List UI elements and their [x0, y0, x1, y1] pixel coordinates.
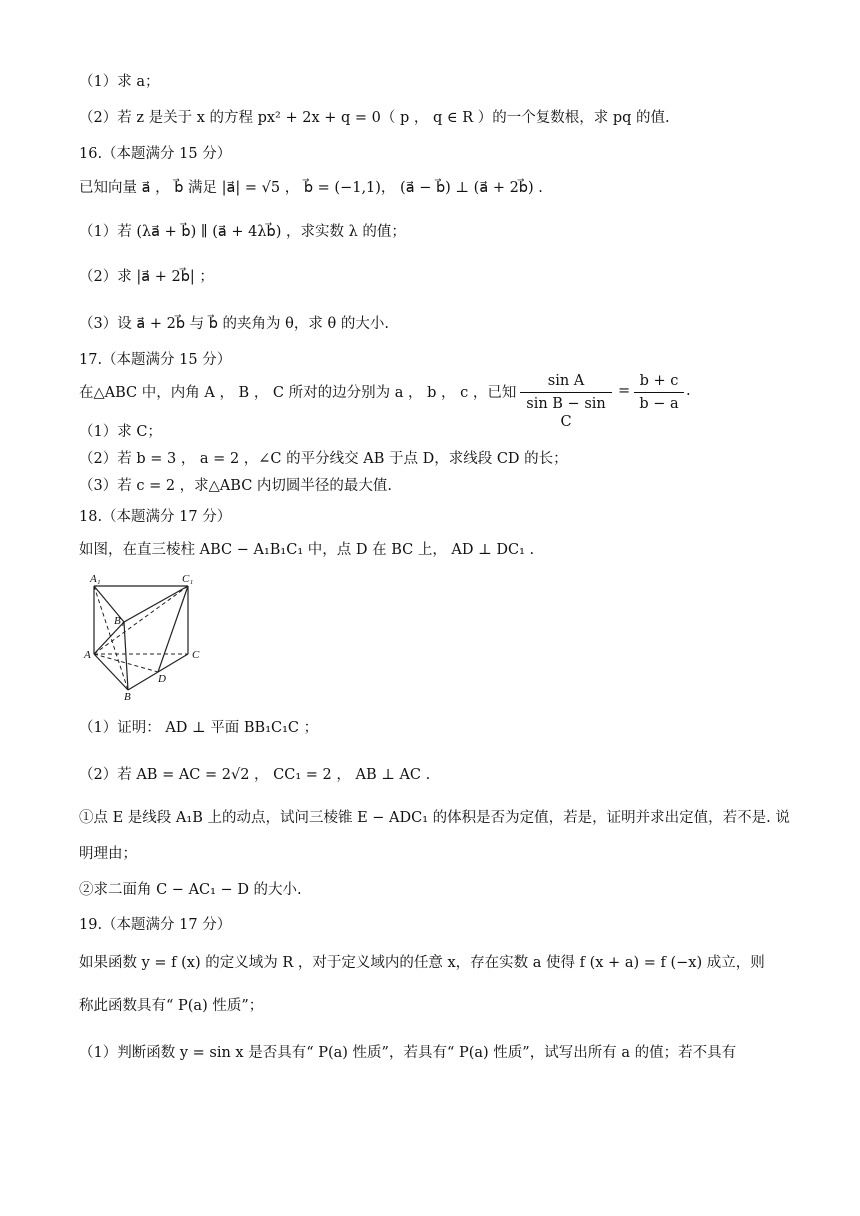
label-a: A: [84, 649, 91, 661]
q18-stem: 如图，在直三棱柱 ABC − A₁B₁C₁ 中，点 D 在 BC 上， AD ⊥ DC₁ .: [79, 542, 535, 558]
label-c: C: [192, 649, 200, 661]
q18-part1: （1）证明： AD ⊥ 平面 BB₁C₁C ；: [79, 720, 319, 736]
q16-stem: 已知向量 a⃗ ， b⃗ 满足 |a⃗| = √5 ， b⃗ = (−1,1)， (a⃗ − b⃗) ⊥ (a⃗ + 2b⃗) .: [79, 180, 543, 196]
label-a1: A₁: [90, 573, 101, 585]
label-d: D: [158, 673, 166, 685]
q18-sub1-line2: 明理由；: [79, 846, 137, 862]
q17-fraction-numerator: sin A: [547, 373, 585, 389]
q17-eq-end: .: [686, 383, 691, 399]
prism-figure: [82, 570, 212, 702]
label-b: B: [124, 691, 131, 702]
q17-stem: [79, 383, 516, 403]
q17-stem-text: 在△ABC 中，内角 A ， B ， C 所对的边分别为 a ， b ， c ，已知: [79, 385, 517, 401]
q17-rhs-numerator: b + c: [639, 373, 679, 389]
q17-part1: （1）求 C；: [79, 424, 162, 440]
q17-header: 17.（本题满分 15 分）: [79, 352, 232, 368]
label-b1: B₁: [114, 615, 125, 627]
q17-part3: （3）若 c = 2 ，求△ABC 内切圆半径的最大值.: [79, 478, 393, 494]
q18-part2: （2）若 AB = AC = 2√2 ， CC₁ = 2 ， AB ⊥ AC .: [79, 767, 431, 783]
q16-part2: （2）求 |a⃗ + 2b⃗| ；: [79, 269, 214, 285]
q17-fraction-denominator: sin B − sin C: [526, 396, 606, 430]
label-c1: C₁: [182, 573, 194, 585]
q18-sub2: ②求二面角 C − AC₁ − D 的大小.: [79, 882, 302, 898]
q16-part1: （1）若 (λa⃗ + b⃗) ∥ (a⃗ + 4λb⃗) ，求实数 λ 的值；: [79, 224, 406, 240]
q18-header: 18.（本题满分 17 分）: [79, 509, 232, 525]
q19-stem-line1: 如果函数 y = f (x) 的定义域为 R ，对于定义域内的任意 x，存在实数 a 使得 f (x + a) = f (−x) 成立，则: [79, 955, 765, 971]
q16-header: 16.（本题满分 15 分）: [79, 146, 232, 162]
q17-part2: （2）若 b = 3 ， a = 2 ，∠C 的平分线交 AB 于点 D，求线段 CD 的长；: [79, 451, 568, 467]
q19-part1: （1）判断函数 y = sin x 是否具有“ P(a) 性质”，若具有“ P(a) 性质”，试写出所有 a 的值；若不具有: [79, 1045, 737, 1061]
q15-part1: （1）求 a；: [79, 74, 160, 90]
q17-rhs-denominator: b − a: [639, 396, 679, 412]
q15-part2: （2）若 z 是关于 x 的方程 px² + 2x + q = 0（ p ， q ∈ R ）的一个复数根，求 pq 的值.: [79, 110, 670, 126]
q19-stem-line2: 称此函数具有“ P(a) 性质”；: [79, 998, 264, 1014]
q16-part3: （3）设 a⃗ + 2b⃗ 与 b⃗ 的夹角为 θ，求 θ 的大小.: [79, 316, 389, 332]
q18-sub1-line1: ①点 E 是线段 A₁B 上的动点，试问三棱锥 E − ADC₁ 的体积是否为定值，若是，证明并求出定值，若不是. 说: [79, 810, 790, 826]
q19-header: 19.（本题满分 17 分）: [79, 917, 232, 933]
